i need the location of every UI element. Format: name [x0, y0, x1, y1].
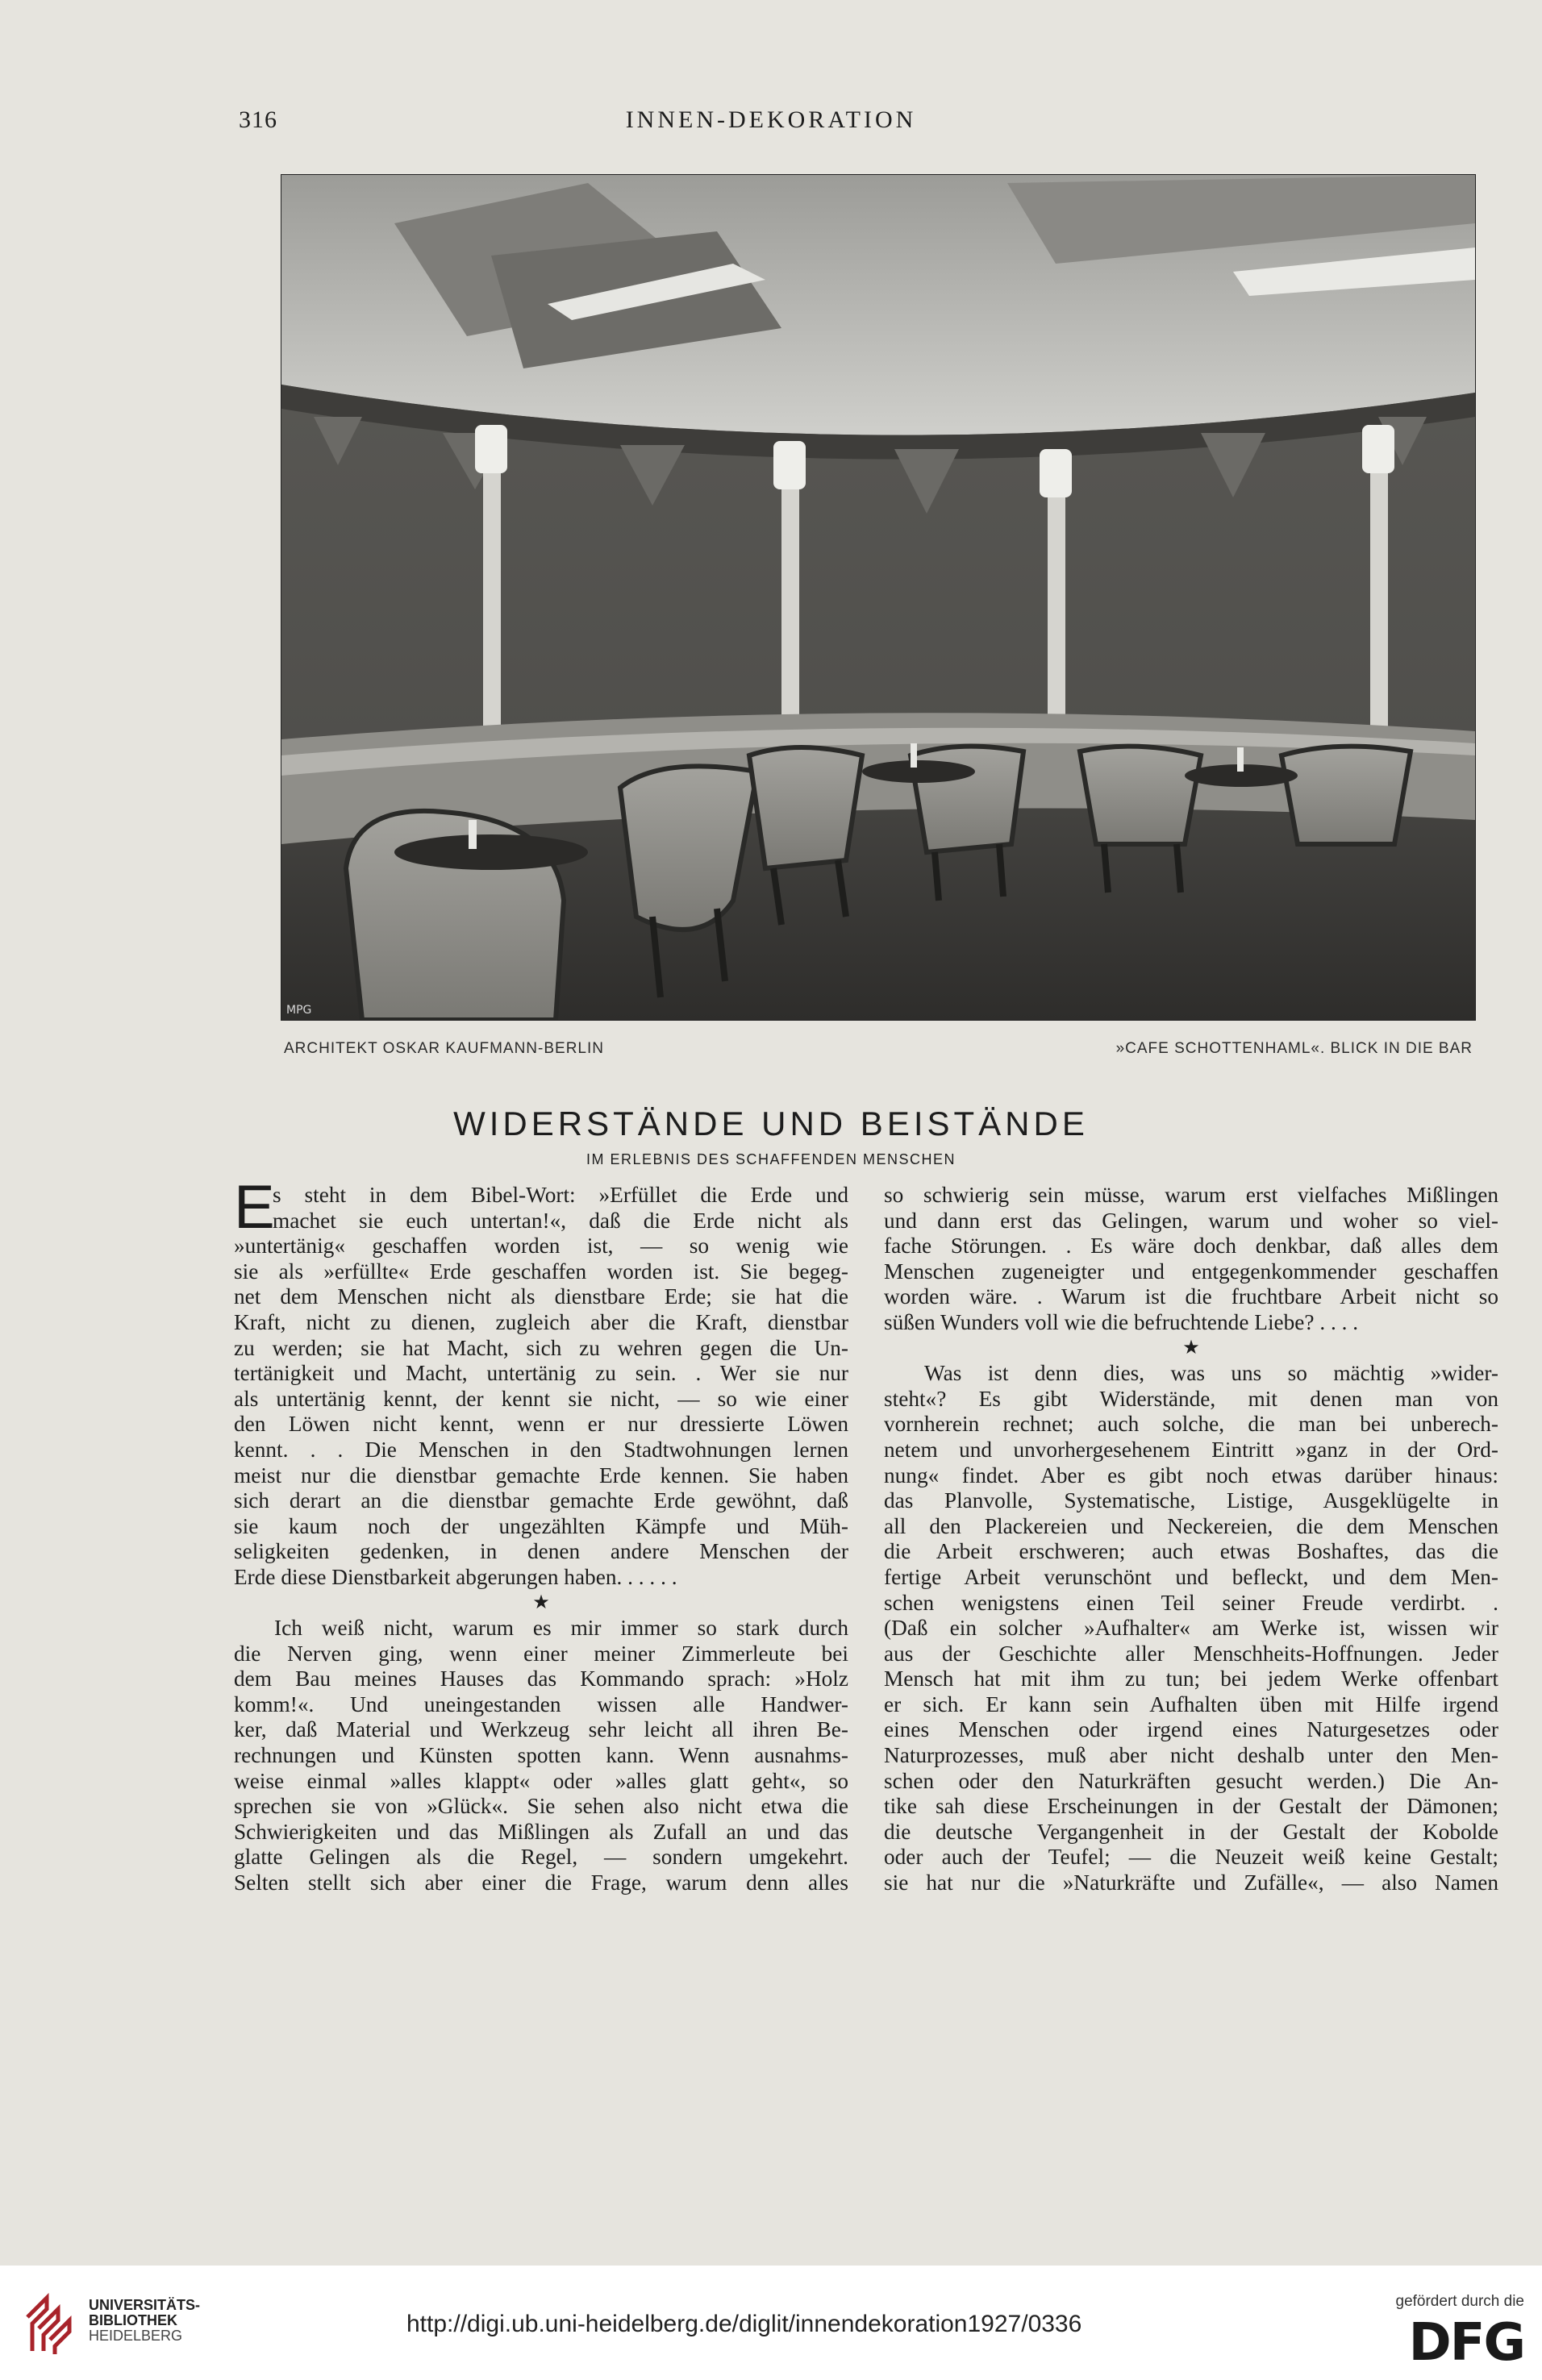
bar-interior-photo	[281, 174, 1476, 1021]
text-line: nung« findet. Aber es gibt noch etwas darüber hinaus:	[884, 1463, 1498, 1488]
text-line: Menschen zugeneigter und entgegenkommender geschaffen	[884, 1259, 1498, 1284]
library-name-line2: BIBLIOTHEK	[89, 2312, 177, 2328]
text-line: schen oder den Naturkräften gesucht werden.) Die An-	[884, 1768, 1498, 1793]
text-line: weise einmal »alles klappt« oder »alles glatt geht«, so	[234, 1768, 848, 1793]
dfg-logo: DFG	[1408, 2313, 1524, 2373]
source-url-link[interactable]: http://digi.ub.uni-heidelberg.de/diglit/innendekoration1927/0336	[406, 2311, 1082, 2337]
text-line: die Arbeit erschweren; auch etwas Boshaftes, das die	[884, 1539, 1498, 1564]
text-line: oder auch der Teufel; — die Neuzeit weiß keine Gestalt;	[884, 1845, 1498, 1870]
text-line: zu werden; sie hat Macht, sich zu wehren gegen die Un-	[234, 1335, 848, 1360]
text-line: sie kaum noch der ungezählten Kämpfe und Müh-	[234, 1513, 848, 1538]
text-line: machet sie euch untertan!«, daß die Erde nicht als	[273, 1208, 848, 1233]
library-name-line1: UNIVERSITÄTS-	[89, 2297, 201, 2313]
library-logo-icon	[23, 2293, 76, 2356]
text-line: das Planvolle, Systematische, Listige, Ausgeklügelte in	[884, 1488, 1498, 1513]
text-line: seligkeiten gedenken, in denen andere Menschen der	[234, 1539, 848, 1564]
text-line: Selten stellt sich aber einer die Frage, warum denn alles	[234, 1870, 848, 1895]
text-line: meist nur die dienstbar gemachte Erde kennen. Sie haben	[234, 1463, 848, 1488]
text-line: vornherein rechnet; auch solche, die man bei unberech-	[884, 1412, 1498, 1437]
text-line: Kraft, nicht zu dienen, zugleich aber die Kraft, dienstbar	[234, 1309, 848, 1334]
text-line: er sich. Er kann sein Aufhalten üben mit Hilfe irgend	[884, 1691, 1498, 1716]
library-name-line3: HEIDELBERG	[89, 2328, 183, 2344]
text-line: so schwierig sein müsse, warum erst vielfaches Mißlingen	[884, 1183, 1498, 1207]
text-line: die Nerven ging, wenn einer meiner Zimmerleute bei	[234, 1641, 848, 1666]
text-line: eines Menschen oder irgend eines Naturgesetzes oder	[884, 1717, 1498, 1742]
text-line: als untertänig kennt, der kennt sie nicht, — so wie einer	[234, 1386, 848, 1411]
text-line: tertänigkeit und Macht, untertänig zu sein. . Wer sie nur	[234, 1361, 848, 1386]
section-divider-star: ★	[1182, 1337, 1200, 1359]
article-title: WIDERSTÄNDE UND BEISTÄNDE	[453, 1105, 1089, 1142]
text-line: Schwierigkeiten und das Mißlingen als Zufall an und das	[234, 1819, 848, 1844]
text-line: süßen Wunders voll wie die befruchtende Liebe? . . . .	[884, 1309, 1359, 1334]
text-line: Was ist denn dies, was uns so mächtig »wider-	[924, 1361, 1498, 1386]
text-line: ker, daß Material und Werkzeug sehr leicht all ihren Be-	[234, 1717, 848, 1742]
text-line: sich derart an die dienstbar gemachte Erde gewöhnt, daß	[234, 1488, 848, 1513]
article-column-left	[234, 1173, 848, 1896]
text-line: sie als »erfüllte« Erde geschaffen worden ist. Sie begeg-	[234, 1259, 848, 1284]
running-head: INNEN-DEKORATION	[625, 106, 917, 133]
text-line: und dann erst das Gelingen, warum und woher so viel-	[884, 1208, 1498, 1233]
drop-cap: E	[234, 1173, 275, 1242]
text-line: komm!«. Und uneingestanden wissen alle Handwer-	[234, 1691, 848, 1716]
page-header	[239, 106, 1303, 139]
text-line: schen wenigstens einen Teil seiner Freude verdirbt. .	[884, 1590, 1498, 1615]
article-column-right	[884, 1183, 1498, 1896]
text-line: den Löwen nicht kennt, wenn er nur dressierte Löwen	[234, 1412, 848, 1437]
photo-illustration	[281, 175, 1475, 1020]
text-line: dem Bau meines Hauses das Kommando sprach: »Holz	[234, 1666, 848, 1691]
text-line: s steht in dem Bibel-Wort: »Erfüllet die Erde und	[273, 1183, 848, 1207]
text-line: rechnungen und Künsten spotten kann. Wenn ausnahms-	[234, 1743, 848, 1768]
text-line: tike sah diese Erscheinungen in der Gestalt der Dämonen;	[884, 1794, 1498, 1819]
caption-architect: ARCHITEKT OSKAR KAUFMANN-BERLIN	[284, 1040, 604, 1057]
text-line: sprechen sie von »Glück«. Sie sehen also nicht etwa die	[234, 1794, 848, 1819]
figure-captions	[284, 1040, 1473, 1064]
digitization-footer	[0, 2266, 1542, 2380]
text-line: sie hat nur die »Naturkräfte und Zufälle«, — also Namen	[884, 1870, 1498, 1895]
text-line: Mensch hat mit ihm zu tun; bei jedem Werke offenbart	[884, 1666, 1498, 1691]
text-line: netem und unvorhergesehenem Eintritt »ganz in der Ord-	[884, 1437, 1498, 1462]
caption-location: »CAFE SCHOTTENHAML«. BLICK IN DIE BAR	[1115, 1040, 1473, 1057]
funder-note: gefördert durch die	[1395, 2293, 1524, 2310]
section-divider-star: ★	[532, 1592, 550, 1613]
article-subtitle: IM ERLEBNIS DES SCHAFFENDEN MENSCHEN	[586, 1151, 956, 1167]
text-line: aus der Geschichte aller Menschheits-Hoffnungen. Jeder	[884, 1641, 1498, 1666]
text-line: steht«? Es gibt Widerstände, mit denen man von	[884, 1386, 1498, 1411]
text-line: net dem Menschen nicht als dienstbare Erde; sie hat die	[234, 1284, 848, 1309]
text-line: Ich weiß nicht, warum es mir immer so stark durch	[274, 1616, 848, 1641]
text-line: Naturprozesses, muß aber nicht deshalb unter den Men-	[884, 1743, 1498, 1768]
text-line: (Daß ein solcher »Aufhalter« am Werke ist, wissen wir	[884, 1616, 1498, 1641]
text-line: all den Plackereien und Neckereien, die dem Menschen	[884, 1513, 1498, 1538]
text-line: Erde diese Dienstbarkeit abgerungen haben. . . . . .	[234, 1564, 677, 1589]
photo-signature: MPG	[286, 1004, 312, 1017]
text-line: fache Störungen. . Es wäre doch denkbar, daß alles dem	[884, 1234, 1498, 1259]
text-line: »untertänig« geschaffen worden ist, — so wenig wie	[234, 1234, 848, 1259]
text-line: die deutsche Vergangenheit in der Gestalt der Kobolde	[884, 1819, 1498, 1844]
library-name	[89, 2298, 200, 2344]
text-line: kennt. . . Die Menschen in den Stadtwohnungen lernen	[234, 1437, 848, 1462]
text-line: fertige Arbeit verunschönt und befleckt, und dem Men-	[884, 1564, 1498, 1589]
page-number: 316	[239, 106, 277, 133]
text-line: glatte Gelingen als die Regel, — sondern umgekehrt.	[234, 1845, 848, 1870]
text-line: worden wäre. . Warum ist die fruchtbare Arbeit nicht so	[884, 1284, 1498, 1309]
